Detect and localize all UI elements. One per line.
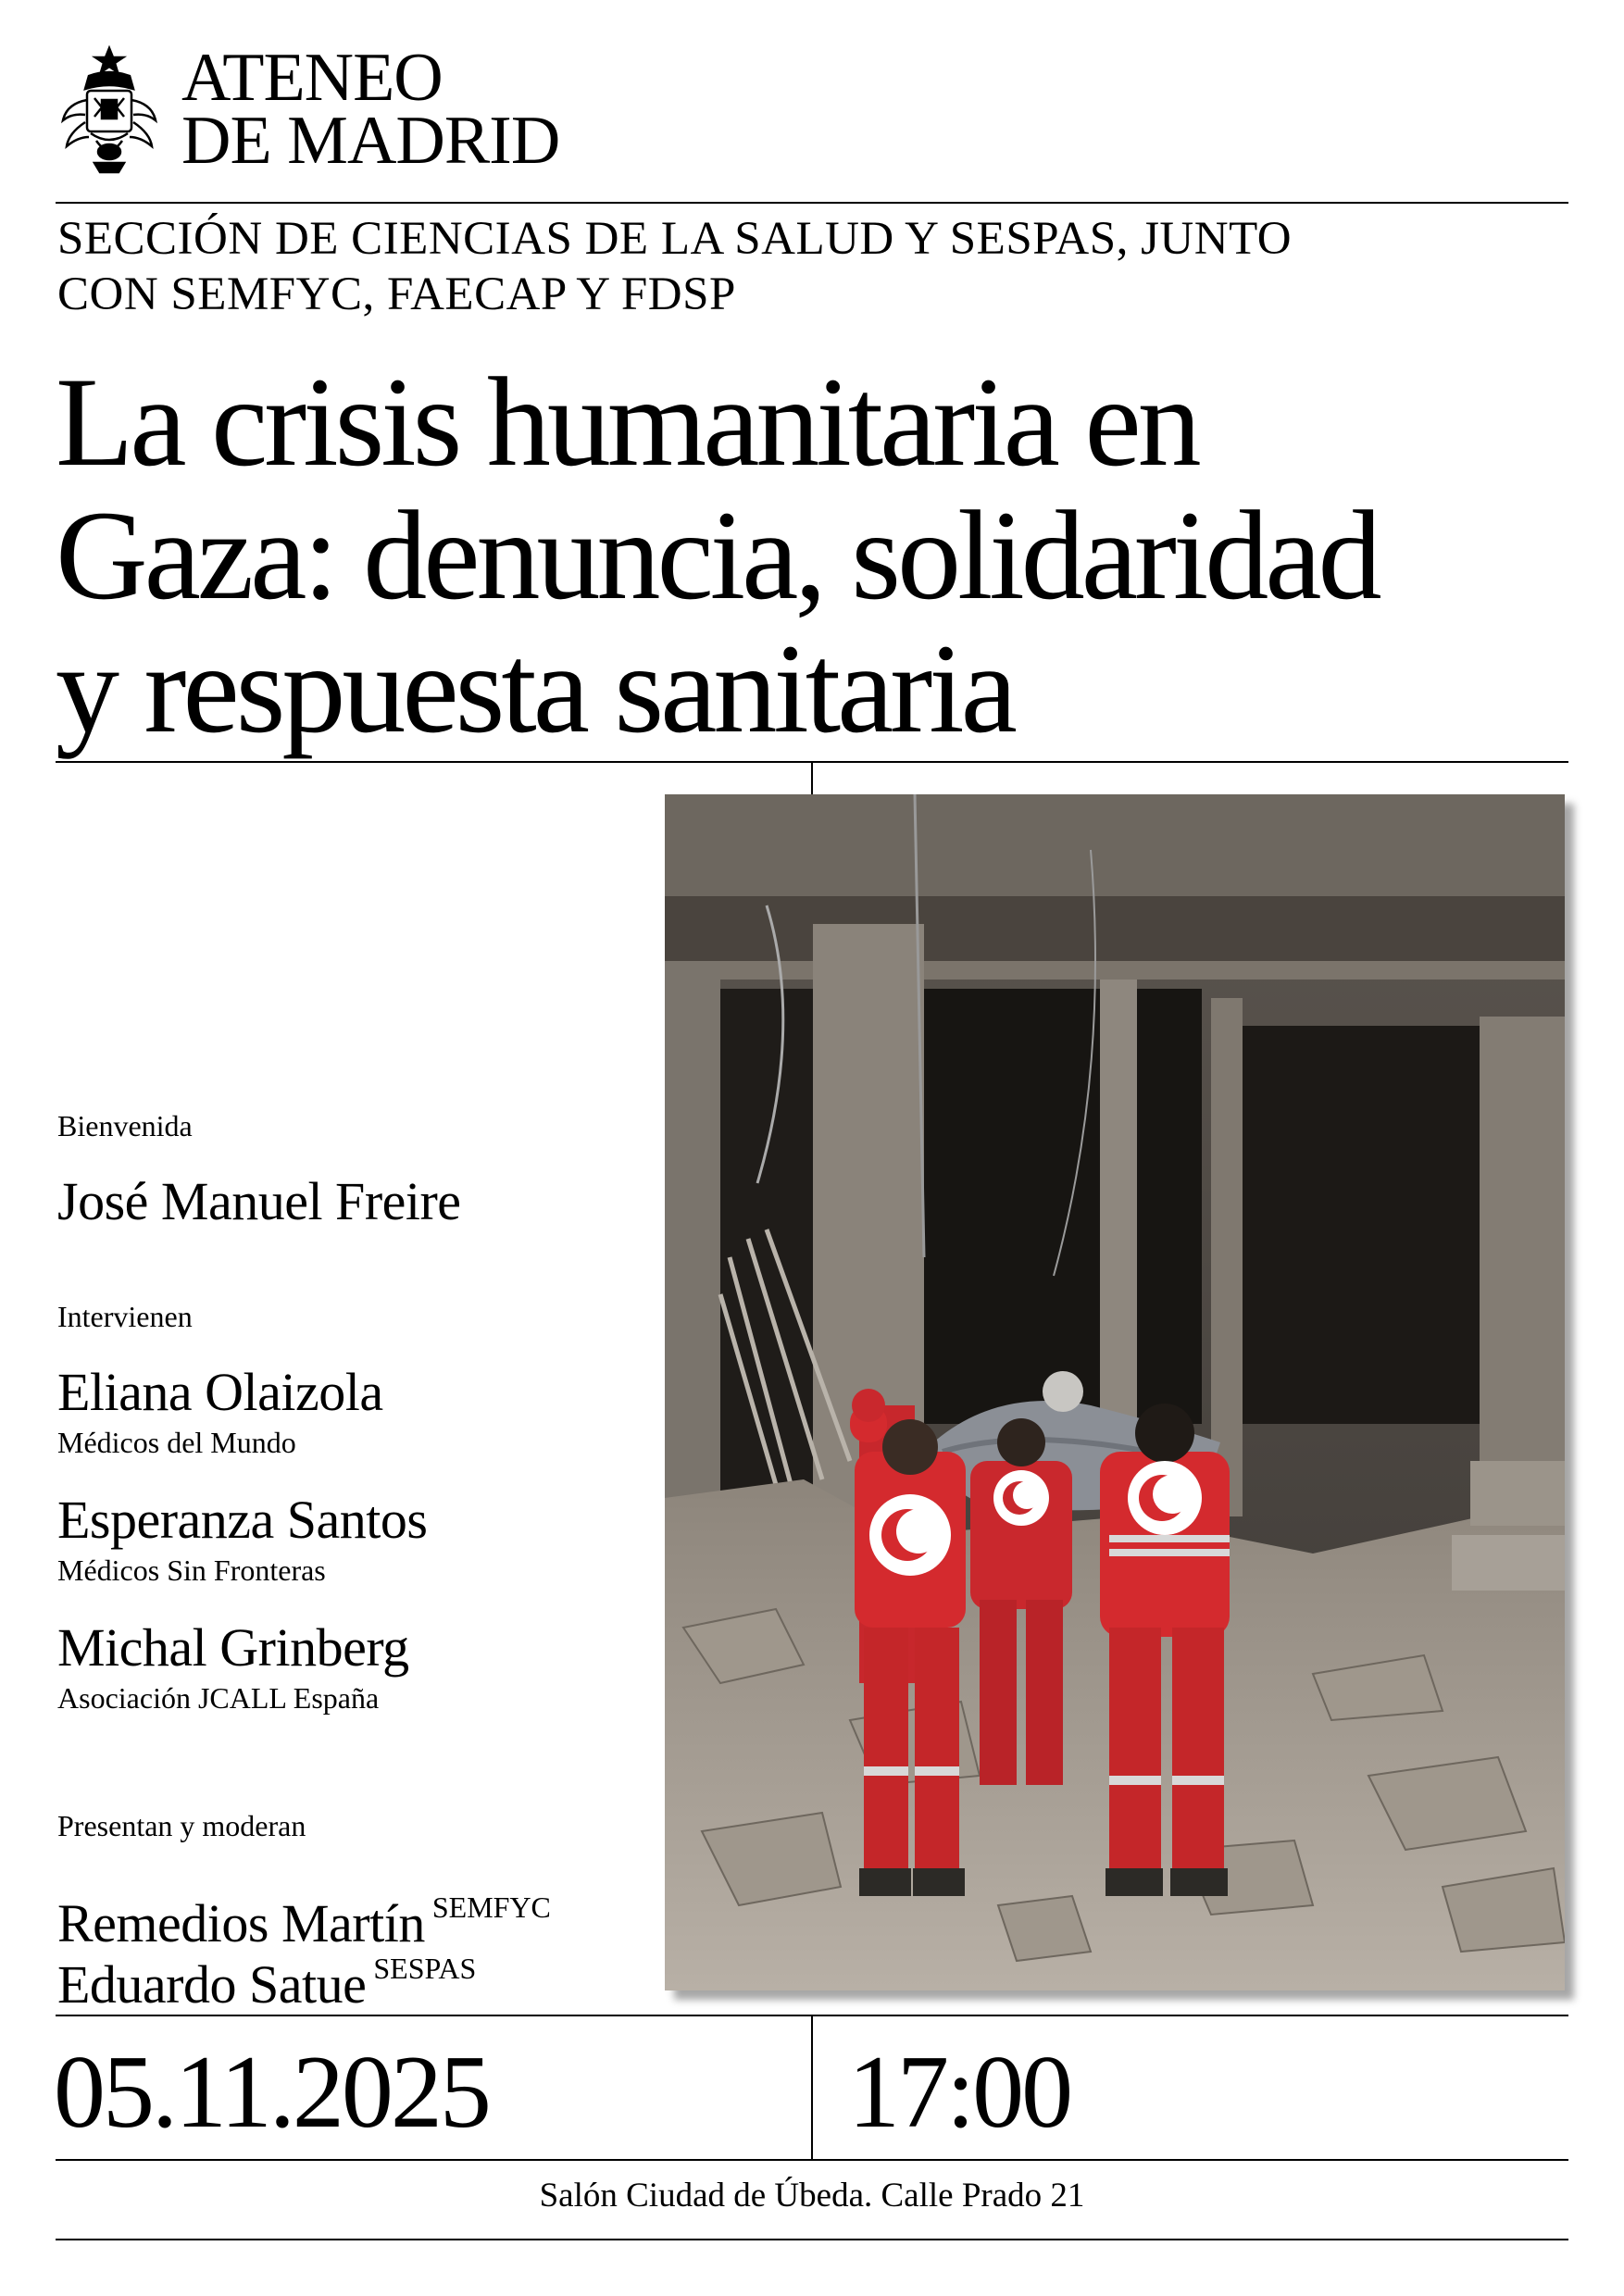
section-line2: CON SEMFYC, FAECAP Y FDSP (57, 268, 736, 320)
divider-footer-mid (56, 2159, 1568, 2161)
org-name-line2: DE MADRID (181, 103, 560, 179)
moderator-name: Eduardo Satue (57, 1954, 367, 2015)
org-name-line1: ATENEO (181, 40, 443, 116)
ateneo-crest-icon (54, 44, 165, 176)
speaker-affiliation: Médicos Sin Fronteras (57, 1554, 326, 1587)
speaker-name: Esperanza Santos (57, 1490, 428, 1550)
rescue-scene-image (665, 794, 1565, 1990)
divider-top (56, 202, 1568, 204)
section-heading (57, 211, 1539, 322)
moderator-name: Remedios Martín (57, 1893, 425, 1953)
speakers-label: Intervienen (57, 1300, 193, 1333)
divider-vertical-top (811, 761, 813, 794)
welcome-name: José Manuel Freire (57, 1171, 461, 1231)
section-line1: SECCIÓN DE CIENCIAS DE LA SALUD Y SESPAS, JUNTO (57, 213, 1293, 265)
divider-vertical-footer (811, 2015, 813, 2159)
moderators-label: Presentan y moderan (57, 1809, 306, 1842)
welcome-label: Bienvenida (57, 1109, 193, 1142)
moderator-org: SESPAS (373, 1952, 477, 1985)
event-date: 05.11.2025 (54, 2035, 489, 2150)
event-title-line1: La crisis humanitaria en (56, 351, 1198, 493)
divider-bottom (56, 2239, 1568, 2240)
speaker-name: Eliana Olaizola (57, 1362, 383, 1422)
speaker-affiliation: Asociación JCALL España (57, 1681, 380, 1715)
moderator-org: SEMFYC (431, 1890, 551, 1924)
org-name (181, 40, 560, 179)
speaker-name: Michal Grinberg (57, 1617, 409, 1678)
speaker-affiliation: Médicos del Mundo (57, 1426, 296, 1459)
event-title-line2: Gaza: denuncia, solidaridad (56, 484, 1379, 626)
event-venue: Salón Ciudad de Úbeda. Calle Prado 21 (539, 2177, 1085, 2215)
moderator-item (57, 1939, 476, 2015)
event-title-line3: y respuesta sanitaria (56, 618, 1014, 759)
event-time: 17:00 (848, 2035, 1071, 2150)
event-photo (665, 794, 1565, 1990)
event-title (56, 351, 1593, 759)
